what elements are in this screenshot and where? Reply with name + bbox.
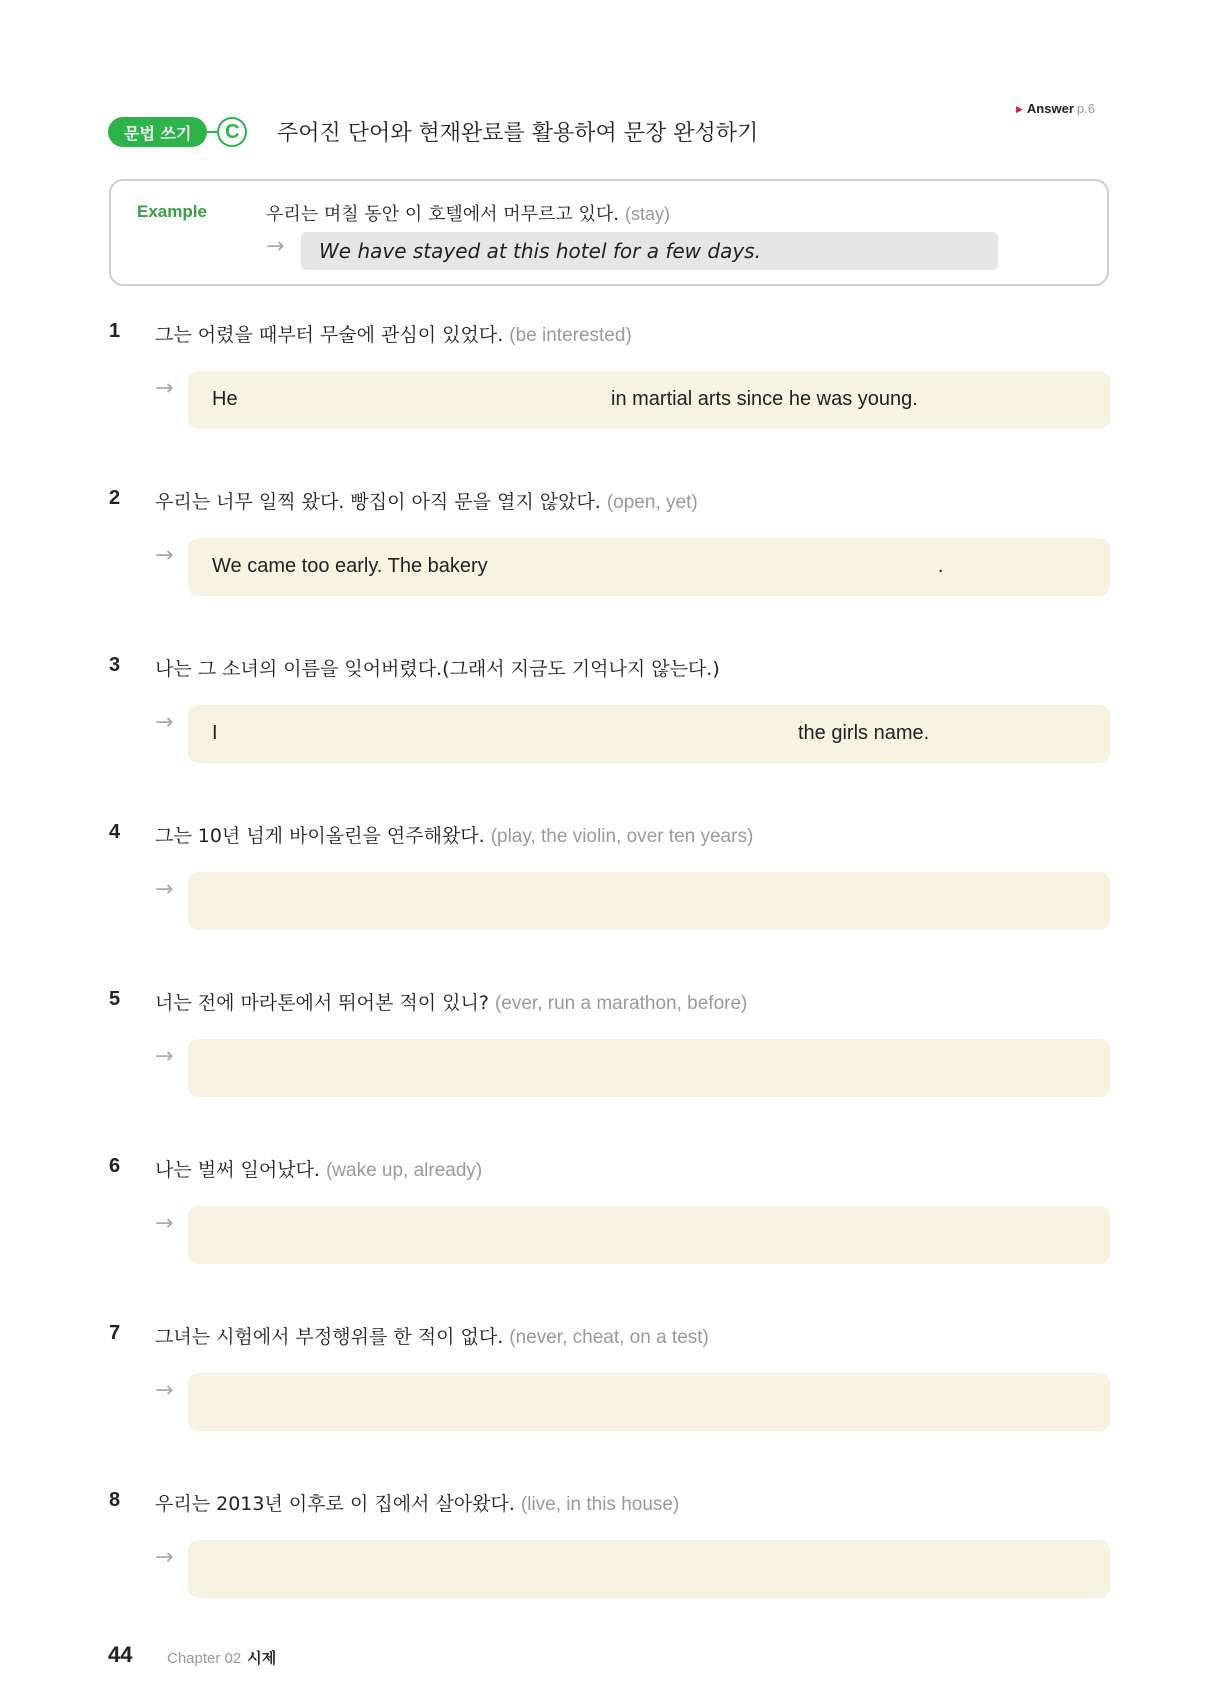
- question-korean: [155, 320, 632, 347]
- question-korean-text: 너는 전에 마라톤에서 뛰어본 적이 있니?: [155, 992, 489, 1014]
- answer-prompt-start: I: [212, 722, 218, 744]
- question-korean: [155, 1489, 679, 1516]
- answer-box[interactable]: [188, 538, 1110, 596]
- question-hint: (ever, run a marathon, before): [494, 993, 748, 1014]
- answer-prompt-start: We came too early. The bakery: [212, 555, 488, 577]
- answer-prompt-end: in martial arts since he was young.: [611, 388, 918, 410]
- answer-box[interactable]: [188, 872, 1110, 930]
- question-number: 2: [109, 487, 121, 509]
- answer-prompt-end: the girls name.: [798, 722, 930, 744]
- example-box: [109, 179, 1109, 286]
- question-korean: [155, 821, 753, 848]
- arrow-icon: →: [155, 710, 174, 735]
- page-number: 44: [108, 1642, 133, 1667]
- section-header: [108, 117, 247, 147]
- question-number: 8: [109, 1489, 121, 1511]
- question-number: 5: [109, 988, 121, 1010]
- question-korean-text: 나는 그 소녀의 이름을 잊어버렸다.(그래서 지금도 기억나지 않는다.): [155, 658, 720, 680]
- answer-prompt-start: He: [212, 388, 238, 410]
- question-3: [0, 654, 1208, 764]
- arrow-icon: →: [155, 1211, 174, 1236]
- chapter-label: [167, 1647, 276, 1668]
- arrow-icon: →: [266, 234, 285, 259]
- answer-box[interactable]: [188, 1039, 1110, 1097]
- answer-box[interactable]: [188, 1373, 1110, 1431]
- question-5: [0, 988, 1208, 1098]
- question-hint: (play, the violin, over ten years): [490, 826, 754, 847]
- question-korean-text: 그는 어렸을 때부터 무술에 관심이 있었다.: [155, 324, 504, 346]
- question-korean-text: 나는 벌써 일어났다.: [155, 1159, 320, 1181]
- example-korean-text: 우리는 며칠 동안 이 호텔에서 머무르고 있다.: [266, 204, 620, 225]
- question-hint: (live, in this house): [520, 1494, 680, 1515]
- question-hint: (be interested): [509, 325, 632, 346]
- question-korean-text: 우리는 너무 일찍 왔다. 빵집이 아직 문을 열지 않았다.: [155, 491, 601, 513]
- chapter-number: Chapter 02: [167, 1650, 242, 1667]
- question-korean-text: 그는 10년 넘게 바이올린을 연주해왔다.: [155, 825, 485, 847]
- question-2: [0, 487, 1208, 597]
- question-korean: [155, 654, 720, 681]
- question-korean: [155, 1155, 482, 1182]
- question-number: 3: [109, 654, 121, 676]
- question-hint: (open, yet): [606, 492, 698, 513]
- arrow-icon: →: [155, 1378, 174, 1403]
- question-6: [0, 1155, 1208, 1265]
- arrow-icon: →: [155, 543, 174, 568]
- question-number: 1: [109, 320, 121, 342]
- question-hint: (wake up, already): [325, 1160, 483, 1181]
- badge-connector: [207, 131, 217, 133]
- question-8: [0, 1489, 1208, 1599]
- question-korean: [155, 988, 747, 1015]
- question-hint: (never, cheat, on a test): [509, 1327, 709, 1348]
- question-1: [0, 320, 1208, 430]
- triangle-icon: ▶: [1016, 104, 1023, 114]
- answer-box[interactable]: [188, 1540, 1110, 1598]
- arrow-icon: →: [155, 1545, 174, 1570]
- arrow-icon: →: [155, 1044, 174, 1069]
- question-number: 7: [109, 1322, 121, 1344]
- answer-box[interactable]: [188, 1206, 1110, 1264]
- arrow-icon: →: [155, 376, 174, 401]
- section-letter-circle: C: [217, 117, 247, 147]
- example-answer: We have stayed at this hotel for a few days.: [301, 232, 998, 270]
- answer-page: p.6: [1076, 101, 1095, 116]
- chapter-title: 시제: [247, 1650, 277, 1667]
- question-korean: [155, 487, 698, 514]
- question-4: [0, 821, 1208, 931]
- section-title: 주어진 단어와 현재완료를 활용하여 문장 완성하기: [277, 121, 759, 146]
- question-korean: [155, 1322, 709, 1349]
- question-korean-text: 우리는 2013년 이후로 이 집에서 살아왔다.: [155, 1493, 515, 1515]
- question-number: 6: [109, 1155, 121, 1177]
- answer-box[interactable]: [188, 371, 1110, 429]
- question-7: [0, 1322, 1208, 1432]
- question-korean-text: 그녀는 시험에서 부정행위를 한 적이 없다.: [155, 1326, 504, 1348]
- answer-reference: [1016, 101, 1095, 116]
- example-korean: [266, 200, 670, 226]
- section-badge: 문법 쓰기: [108, 117, 207, 147]
- answer-box[interactable]: [188, 705, 1110, 763]
- example-label: Example: [137, 202, 207, 221]
- question-number: 4: [109, 821, 121, 843]
- example-hint: (stay): [625, 204, 671, 224]
- arrow-icon: →: [155, 877, 174, 902]
- answer-label: Answer: [1026, 101, 1074, 116]
- answer-prompt-end: .: [938, 555, 944, 577]
